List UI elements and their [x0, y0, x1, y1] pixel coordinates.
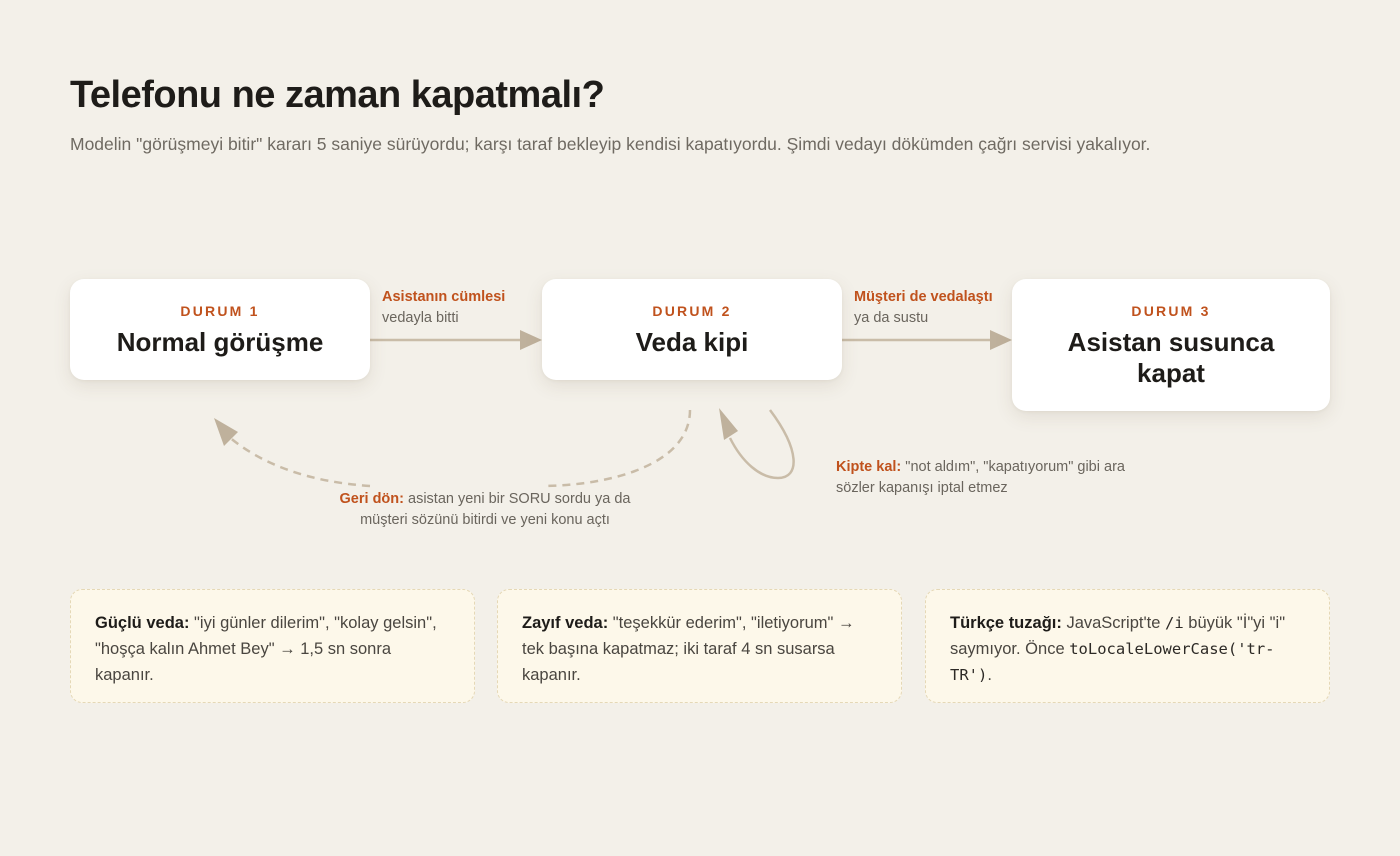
note-weak-farewell [497, 589, 902, 703]
page-subtitle: Modelin "görüşmeyi bitir" kararı 5 saniye sürüyordu; karşı taraf bekleyip kendisi kapatıyordu. Şimdi vedayı dökümden çağrı servisi yakalıyor. [70, 134, 1151, 154]
transition-text: ya da sustu [854, 310, 929, 326]
note-title: Güçlü veda: [95, 614, 190, 632]
transition-title: Müşteri de vedalaştı [854, 289, 993, 305]
state-name: Veda kipi [635, 327, 749, 357]
arrow-return-to-normal [545, 410, 690, 486]
note-title: Zayıf veda: [522, 614, 609, 632]
note-title: Türkçe tuzağı: [950, 614, 1062, 632]
note-text: . [987, 666, 992, 684]
transition-text: vedayla bitti [382, 310, 459, 326]
transition-label-to-veda [382, 287, 505, 329]
page-title: Telefonu ne zaman kapatmalı? [70, 74, 605, 116]
state-asistan-susunca-kapat [1012, 279, 1330, 411]
transition-label-back [330, 489, 640, 531]
code-snippet: /i [1165, 614, 1184, 632]
arrow-return-to-normal-tail [228, 436, 370, 486]
code-snippet: toLocaleLowerCase('tr-TR') [950, 640, 1275, 684]
state-name: Normal görüşme [116, 327, 324, 357]
transition-title: Geri dön: [339, 491, 404, 507]
state-tag: DURUM 1 [180, 303, 260, 319]
state-tag: DURUM 3 [1131, 303, 1211, 319]
state-name: Asistan susunca kapat [1067, 327, 1275, 388]
transition-title: Asistanın cümlesi [382, 289, 506, 305]
transition-text: "not aldım", "kapatıyorum" gibi ara sözler kapanışı iptal etmez [836, 459, 1125, 496]
arrow-self-loop-veda [730, 410, 794, 478]
note-text: büyük "İ"yi "i" saymıyor. Önce [950, 614, 1286, 658]
note-text: JavaScript'te [1066, 614, 1161, 632]
transition-text: asistan yeni bir SORU sordu ya da müşteri sözünü bitirdi ve yeni konu açtı [360, 491, 631, 528]
state-tag: DURUM 2 [652, 303, 732, 319]
state-normal-gorusme [70, 279, 370, 380]
note-text: "iyi günler dilerim", "kolay gelsin", "hoşça kalın Ahmet Bey" → 1,5 sn sonra kapanır. [95, 614, 437, 684]
note-turkish-pitfall [925, 589, 1330, 703]
note-text: "teşekkür ederim", "iletiyorum" → tek başına kapatmaz; iki taraf 4 sn susarsa kapanır. [522, 614, 855, 684]
note-strong-farewell [70, 589, 475, 703]
arrow-veda-to-kapat-head [990, 330, 1012, 350]
transition-title: Kipte kal: [836, 459, 902, 475]
arrow-normal-to-veda-head [520, 330, 542, 350]
state-veda-kipi [542, 279, 842, 380]
transition-label-to-kapat [854, 287, 993, 329]
transition-label-stay [836, 457, 1166, 499]
arrow-self-loop-veda-head [719, 408, 738, 440]
